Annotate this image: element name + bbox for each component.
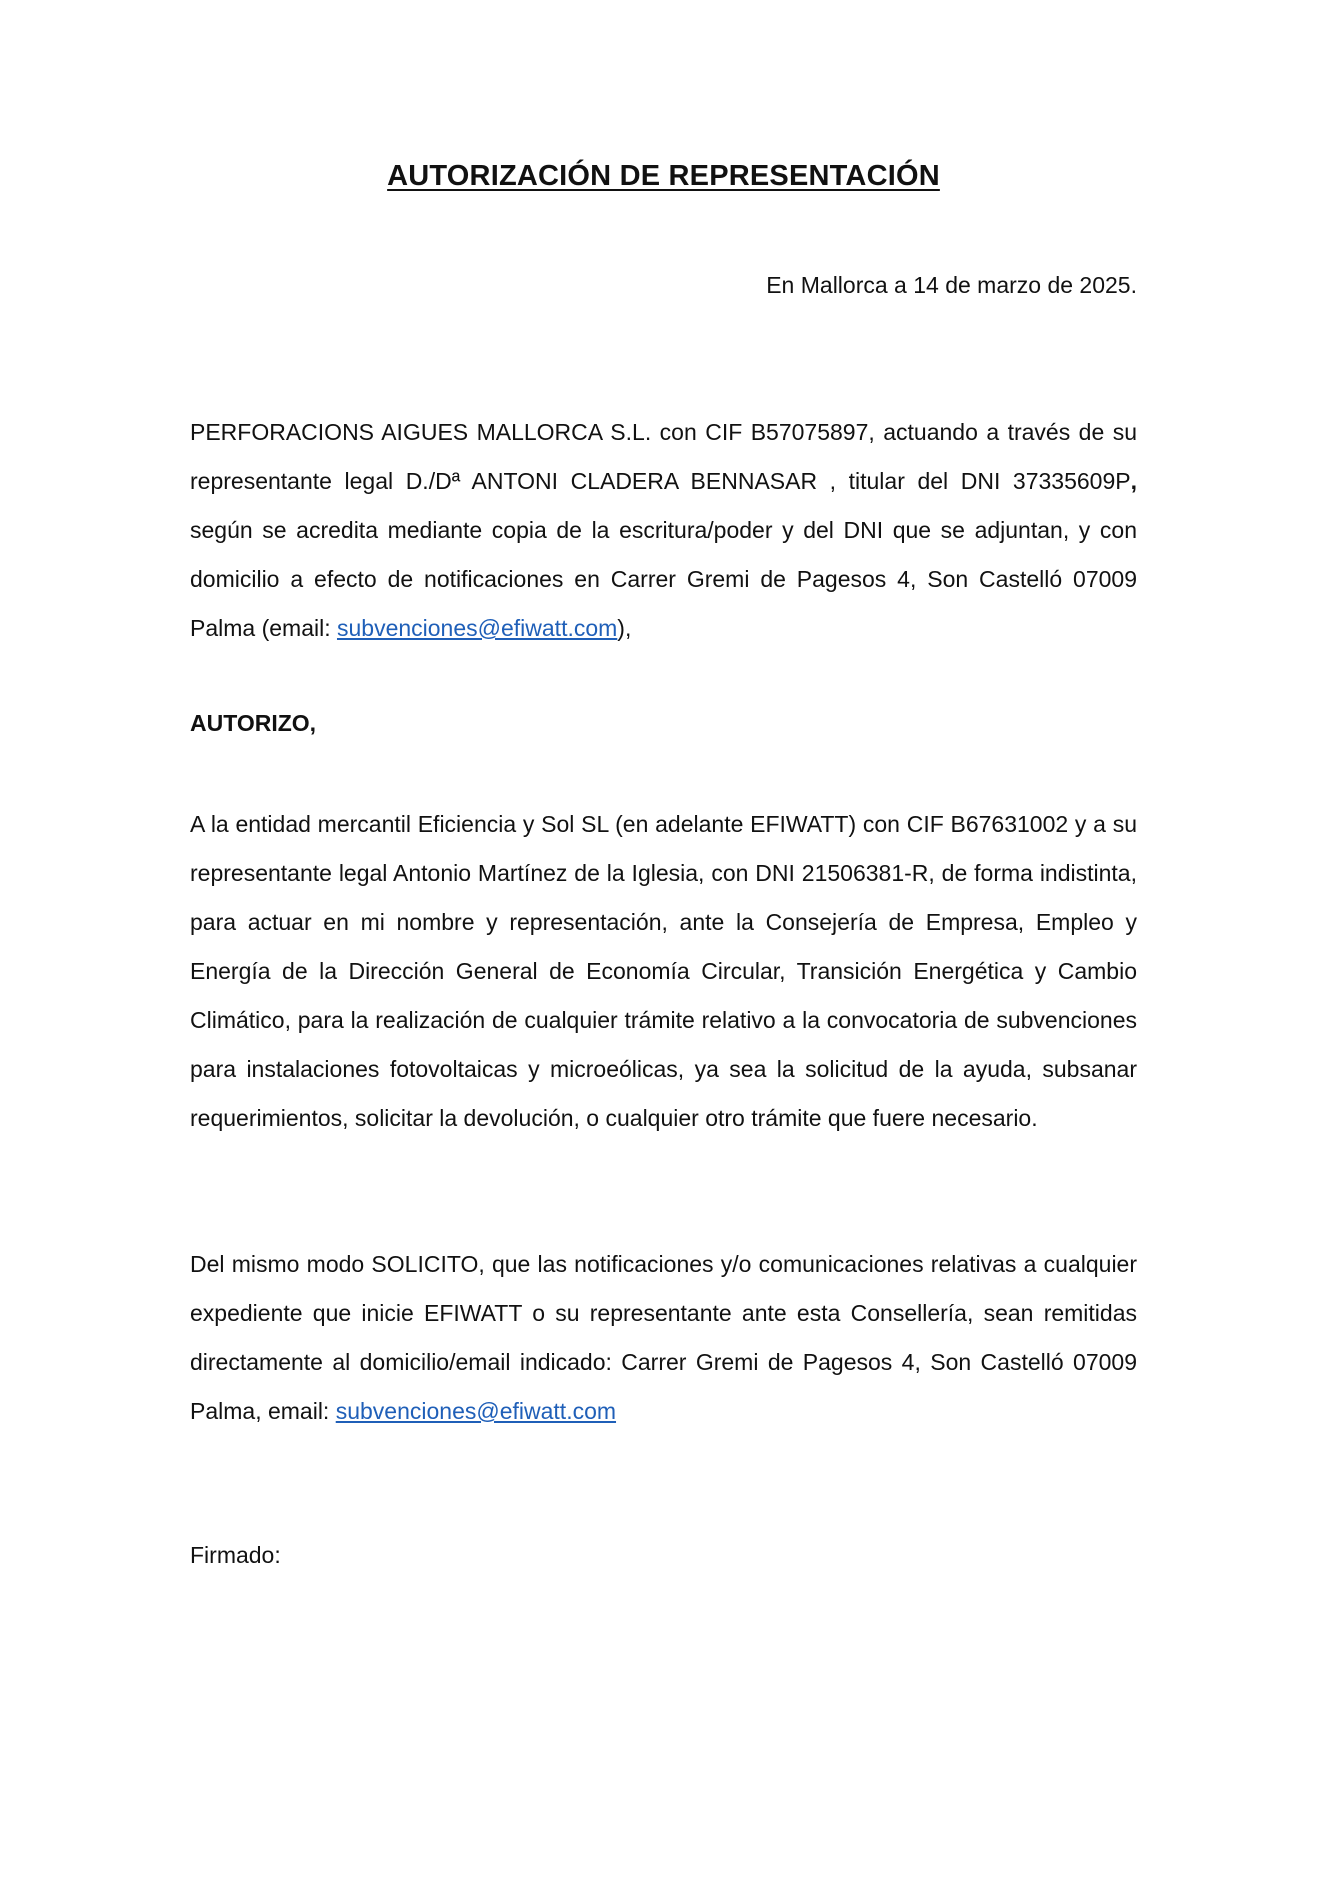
date-line: En Mallorca a 14 de marzo de 2025. <box>766 272 1137 298</box>
representative-text: PERFORACIONS AIGUES MALLORCA S.L. con CIF B57075897, actuando a través de su representante legal D./Dª ANTONI CLADERA BENNASAR , titular del DNI 37335609P <box>190 419 1137 494</box>
closing-text: ), <box>617 615 632 641</box>
bold-comma: , <box>1130 468 1137 494</box>
signed-label: Firmado: <box>190 1542 281 1568</box>
notification-text: Del mismo modo SOLICITO, que las notificaciones y/o comunicaciones relativas a cualquier expediente que inicie EFIWATT o su representante ante esta Consellería, sean remitidas directamente al domicilio/email indicado: Carrer Gremi de Pagesos 4, Son Castelló 07009 Palma, email: <box>190 1251 1137 1424</box>
notification-paragraph <box>190 1240 1137 1436</box>
representative-paragraph <box>190 408 1137 653</box>
notification-email-link[interactable]: subvenciones@efiwatt.com <box>335 1398 617 1424</box>
email-link[interactable]: subvenciones@efiwatt.com <box>336 615 618 641</box>
document-title: AUTORIZACIÓN DE REPRESENTACIÓN <box>387 160 940 192</box>
address-text: según se acredita mediante copia de la escritura/poder y del DNI que se adjuntan, y con domicilio a efecto de notificaciones en Carrer Gremi de Pagesos 4, Son Castelló 07009 Palma (email: <box>190 517 1137 641</box>
authorization-paragraph: A la entidad mercantil Eficiencia y Sol SL (en adelante EFIWATT) con CIF B67631002 y a su representante legal Antonio Martínez de la Iglesia, con DNI 21506381-R, de forma indistinta, para actuar en mi nombre y representación, ante la Consejería de Empresa, Empleo y Energía de la Dirección General de Economía Circular, Transición Energética y Cambio Climático, para la realización de cualquier trámite relativo a la convocatoria de subvenciones para instalaciones fotovoltaicas y microeólicas, ya sea la solicitud de la ayuda, subsanar requerimientos, solicitar la devolución, o cualquier otro trámite que fuere necesario. <box>190 811 1137 1131</box>
authorization-heading: AUTORIZO, <box>190 710 317 736</box>
